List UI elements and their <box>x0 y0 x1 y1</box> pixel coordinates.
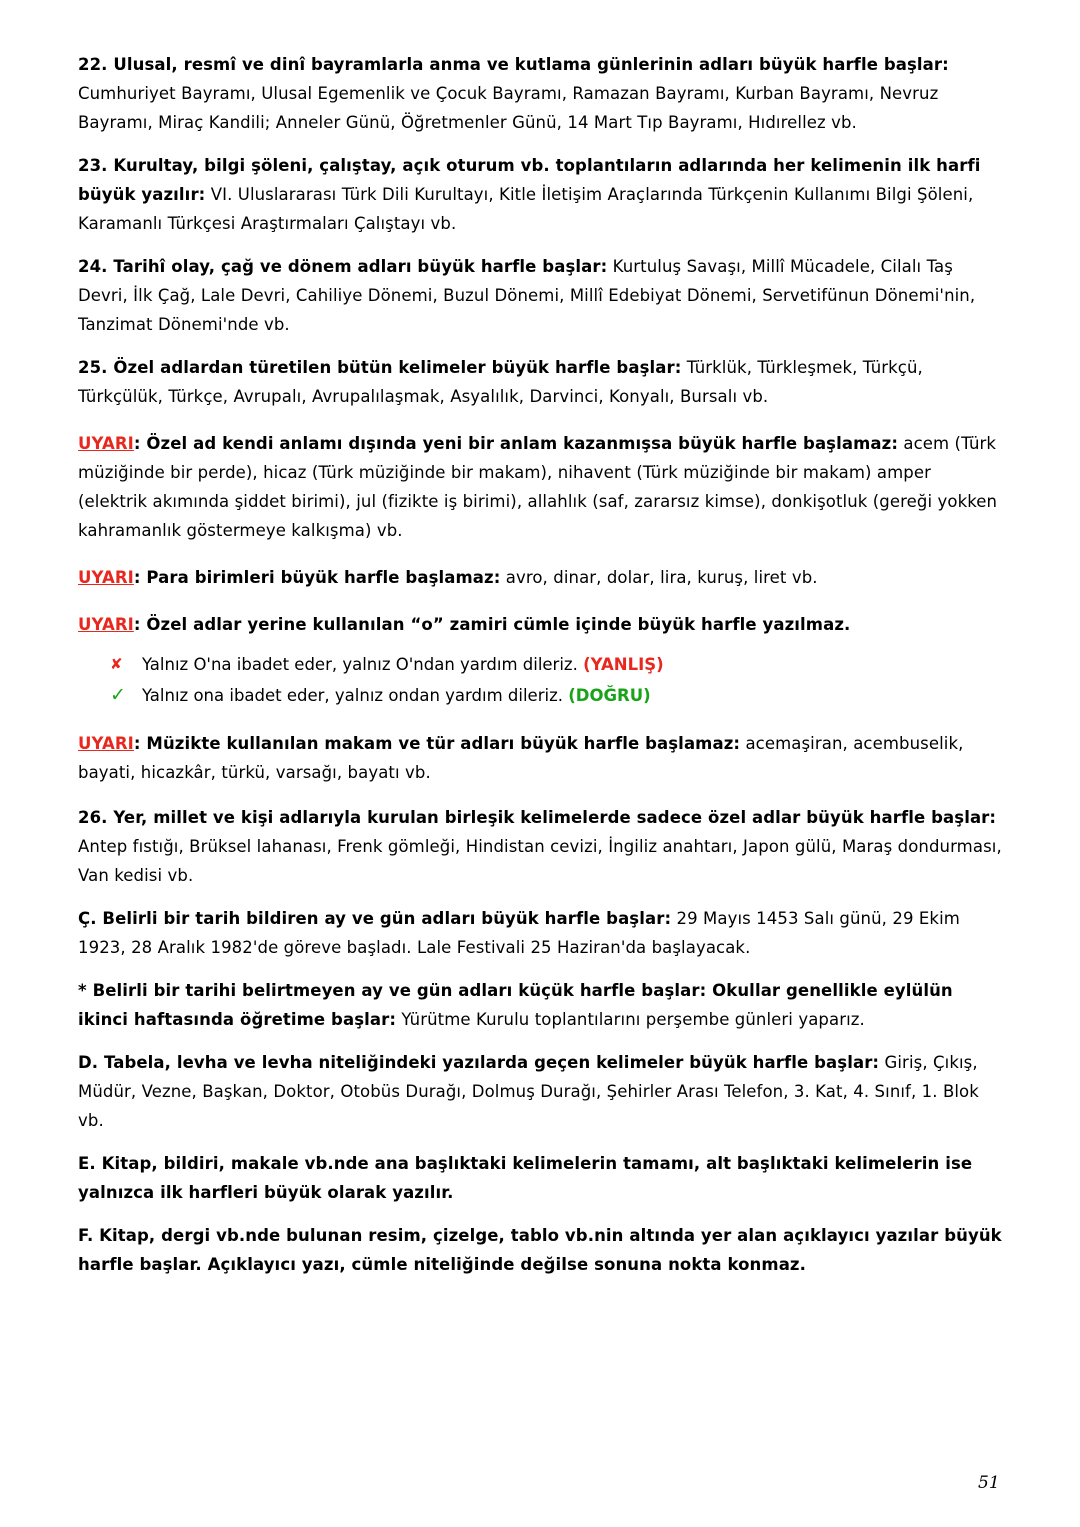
rule-heading: E. Kitap, bildiri, makale vb.nde ana başlıktaki kelimelerin tamamı, alt başlıktaki kelimelerin ise yalnızca ilk harfleri büyük olarak yazılır. <box>78 1154 973 1202</box>
rule-f <box>78 1221 1002 1279</box>
cross-icon: ✘ <box>110 655 123 673</box>
rule-24 <box>78 252 1002 339</box>
wrong-label: (YANLIŞ) <box>583 655 664 674</box>
rule-heading: 22. Ulusal, resmî ve dinî bayramlarla anma ve kutlama günlerinin adları büyük harfle başlar: <box>78 55 949 74</box>
rule-e <box>78 1149 1002 1207</box>
rule-25 <box>78 353 1002 411</box>
right-label: (DOĞRU) <box>568 686 651 705</box>
example-text: Yalnız O'na ibadet eder, yalnız O'ndan yardım dileriz. <box>142 655 584 674</box>
warning-tag: UYARI <box>78 568 134 587</box>
rule-examples: Antep fıstığı, Brüksel lahanası, Frenk gömleği, Hindistan cevizi, İngiliz anahtarı, Japon gülü, Maraş dondurması, Van kedisi vb. <box>78 837 1002 885</box>
rule-heading: 24. Tarihî olay, çağ ve dönem adları büyük harfle başlar: <box>78 257 608 276</box>
warning-tag: UYARI <box>78 434 134 453</box>
rule-heading: F. Kitap, dergi vb.nde bulunan resim, çizelge, tablo vb.nin altında yer alan açıklayıcı yazılar büyük harfle başlar. Açıklayıcı yazı, cümle niteliğinde değilse sonuna nokta konmaz. <box>78 1226 1002 1274</box>
warning-meaning-change <box>78 429 1002 545</box>
rule-c <box>78 904 1002 962</box>
rule-star <box>78 976 1002 1034</box>
warning-examples: acemaşiran, acembuselik, bayati, hicazkâr, türkü, varsağı, bayatı vb. <box>78 734 964 782</box>
warning-heading: : Özel adlar yerine kullanılan “o” zamiri cümle içinde büyük harfle yazılmaz. <box>133 615 851 634</box>
warning-tag: UYARI <box>78 734 134 753</box>
warning-heading: : Para birimleri büyük harfle başlamaz: <box>133 568 501 587</box>
warning-examples: acem (Türk müziğinde bir perde), hicaz (Türk müziğinde bir makam), nihavent (Türk müziğinde bir makam) amper (elektrik akımında şiddet birimi), jul (fizikte iş birimi), allahlık (saf, zararsız kimse), donkişotluk (gereği yokken kahramanlık göstermeye kalkışma) vb. <box>78 434 998 540</box>
page-number: 51 <box>978 1473 1000 1493</box>
warning-music <box>78 729 1002 787</box>
warning-examples: avro, dinar, dolar, lira, kuruş, liret vb. <box>500 568 818 587</box>
rule-examples: Giriş, Çıkış, Müdür, Vezne, Başkan, Doktor, Otobüs Durağı, Dolmuş Durağı, Şehirler Arası Telefon, 3. Kat, 4. Sınıf, 1. Blok vb. <box>78 1053 979 1130</box>
warning-tag: UYARI <box>78 615 134 634</box>
rule-examples: Türklük, Türkleşmek, Türkçü, Türkçülük, Türkçe, Avrupalı, Avrupalılaşmak, Asyalılık, Darvinci, Konyalı, Bursalı vb. <box>78 358 923 406</box>
warning-heading: : Müzikte kullanılan makam ve tür adları büyük harfle başlamaz: <box>133 734 741 753</box>
check-icon: ✓ <box>110 684 126 706</box>
rule-23 <box>78 151 1002 238</box>
rule-examples: Kurtuluş Savaşı, Millî Mücadele, Cilalı Taş Devri, İlk Çağ, Lale Devri, Cahiliye Dönemi, Buzul Dönemi, Millî Edebiyat Dönemi, Servetifünun Dönemi'nin, Tanzimat Dönemi'nde vb. <box>78 257 976 334</box>
warning-pronoun <box>78 610 1002 639</box>
rule-heading: * Belirli bir tarihi belirtmeyen ay ve gün adları küçük harfle başlar: Okullar genellikle eylülün ikinci haftasında öğretime başlar: <box>78 981 953 1029</box>
rule-heading: 26. Yer, millet ve kişi adlarıyla kurulan birleşik kelimelerde sadece özel adlar büyük harfle başlar: <box>78 808 997 827</box>
warning-currency <box>78 563 1002 592</box>
example-list <box>78 649 1002 711</box>
rule-examples: 29 Mayıs 1453 Salı günü, 29 Ekim 1923, 28 Aralık 1982'de göreve başladı. Lale Festivali 25 Haziran'da başlayacak. <box>78 909 960 957</box>
document-page <box>78 50 1002 1293</box>
rule-heading: 25. Özel adlardan türetilen bütün kelimeler büyük harfle başlar: <box>78 358 682 377</box>
warning-heading: : Özel ad kendi anlamı dışında yeni bir anlam kazanmışsa büyük harfle başlamaz: <box>133 434 899 453</box>
example-right <box>110 680 1002 711</box>
rule-examples: Cumhuriyet Bayramı, Ulusal Egemenlik ve Çocuk Bayramı, Ramazan Bayramı, Kurban Bayramı, Nevruz Bayramı, Miraç Kandili; Anneler Günü, Öğretmenler Günü, 14 Mart Tıp Bayramı, Hıdırellez vb. <box>78 84 939 132</box>
rule-examples: Yürütme Kurulu toplantılarını perşembe günleri yaparız. <box>396 1010 865 1029</box>
rule-examples: VI. Uluslararası Türk Dili Kurultayı, Kitle İletişim Araçlarında Türkçenin Kullanımı Bilgi Şöleni, Karamanlı Türkçesi Araştırmaları Çalıştayı vb. <box>78 185 974 233</box>
rule-26 <box>78 803 1002 890</box>
rule-heading: D. Tabela, levha ve levha niteliğindeki yazılarda geçen kelimeler büyük harfle başlar: <box>78 1053 880 1072</box>
example-wrong <box>110 649 1002 680</box>
rule-d <box>78 1048 1002 1135</box>
example-text: Yalnız ona ibadet eder, yalnız ondan yardım dileriz. <box>142 686 569 705</box>
rule-22 <box>78 50 1002 137</box>
rule-heading: Ç. Belirli bir tarih bildiren ay ve gün adları büyük harfle başlar: <box>78 909 672 928</box>
rule-heading: 23. Kurultay, bilgi şöleni, çalıştay, açık oturum vb. toplantıların adlarında her kelimenin ilk harfi büyük yazılır: <box>78 156 981 204</box>
